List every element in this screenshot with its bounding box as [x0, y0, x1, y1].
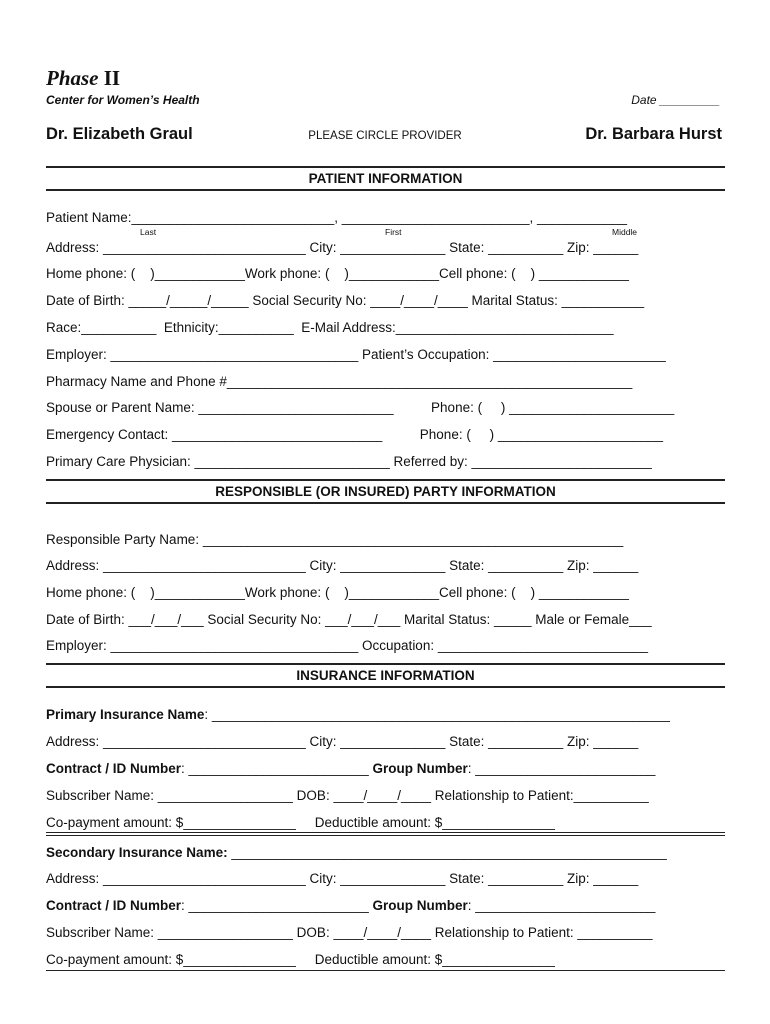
rule	[46, 189, 725, 191]
section-title-insurance: INSURANCE INFORMATION	[296, 668, 475, 683]
rule	[46, 832, 725, 833]
spouse-field[interactable]: Spouse or Parent Name: __________________________ Phone: ( ) ______________________	[46, 400, 675, 415]
group-blank: : ________________________	[467, 898, 656, 913]
date-field[interactable]: Date _________	[631, 93, 720, 107]
provider-graul[interactable]: Dr. Elizabeth Graul	[46, 125, 193, 143]
hint-last: Last	[140, 227, 157, 237]
group-label: Group Number	[372, 898, 468, 913]
patient-phones-field[interactable]: Home phone: ( )____________Work phone: ( )____________Cell phone: ( ) ____________	[46, 266, 629, 281]
patient-employer-field[interactable]: Employer: _________________________________ Patient’s Occupation: _______________________	[46, 347, 666, 362]
patient-race-field[interactable]: Race:__________ Ethnicity:__________ E-Mail Address:_____________________________	[46, 320, 614, 335]
logo-italic: Phase	[46, 66, 99, 90]
responsible-dob-field[interactable]: Date of Birth: ___/___/___ Social Security No: ___/___/___ Marital Status: _____ Male or Female___	[46, 612, 652, 627]
secondary-address-field[interactable]: Address: ___________________________ City: ______________ State: __________ Zip: ______	[46, 871, 639, 886]
patient-address-field[interactable]: Address: ___________________________ City: ______________ State: __________ Zip: ______	[46, 240, 639, 255]
pharmacy-field[interactable]: Pharmacy Name and Phone #______________________________________________________	[46, 374, 633, 389]
secondary-subscriber-field[interactable]: Subscriber Name: __________________ DOB: ____/____/____ Relationship to Patient: __________	[46, 925, 653, 940]
group-blank: : ________________________	[467, 761, 656, 776]
responsible-name-field[interactable]: Responsible Party Name: ________________________________________________________	[46, 532, 624, 547]
rule	[46, 479, 725, 481]
secondary-contract-group-field[interactable]	[46, 898, 725, 913]
pcp-field[interactable]: Primary Care Physician: __________________________ Referred by: ________________________	[46, 454, 652, 469]
secondary-insurance-label: Secondary Insurance Name:	[46, 845, 228, 860]
section-title-responsible: RESPONSIBLE (OR INSURED) PARTY INFORMATION	[215, 484, 556, 499]
contract-blank: : ________________________	[181, 898, 373, 913]
rule	[46, 663, 725, 665]
logo-roman: II	[103, 66, 121, 90]
patient-dob-field[interactable]: Date of Birth: _____/_____/_____ Social Security No: ____/____/____ Marital Status: ___________	[46, 293, 645, 308]
primary-insurance-blank: : _____________________________________________________________	[204, 707, 670, 722]
emergency-field[interactable]: Emergency Contact: ____________________________ Phone: ( ) ______________________	[46, 427, 663, 442]
contract-label: Contract / ID Number	[46, 898, 182, 913]
rule	[46, 835, 725, 836]
rule	[46, 166, 725, 168]
responsible-employer-field[interactable]: Employer: _________________________________ Occupation: ____________________________	[46, 638, 649, 653]
rule	[46, 970, 725, 971]
contract-group-field[interactable]	[46, 761, 725, 776]
primary-insurance-field[interactable]	[46, 707, 725, 722]
rule	[46, 686, 725, 688]
section-title-patient: PATIENT INFORMATION	[308, 171, 463, 186]
primary-insurance-label: Primary Insurance Name	[46, 707, 205, 722]
contract-blank: : ________________________	[181, 761, 373, 776]
provider-note: PLEASE CIRCLE PROVIDER	[308, 130, 462, 142]
rule	[46, 502, 725, 504]
subscriber-field[interactable]: Subscriber Name: __________________ DOB: ____/____/____ Relationship to Patient:__________	[46, 788, 649, 803]
hint-first: First	[385, 227, 402, 237]
copay-field[interactable]: Co-payment amount: $_______________ Deductible amount: $_______________	[46, 815, 555, 830]
secondary-copay-field[interactable]: Co-payment amount: $_______________ Deductible amount: $_______________	[46, 952, 555, 967]
secondary-insurance-field[interactable]	[46, 845, 725, 860]
provider-hurst[interactable]: Dr. Barbara Hurst	[585, 125, 722, 143]
clinic-subtitle: Center for Women’s Health	[46, 93, 200, 107]
secondary-insurance-blank: __________________________________________________________	[227, 845, 667, 860]
contract-label: Contract / ID Number	[46, 761, 182, 776]
responsible-address-field[interactable]: Address: ___________________________ City: ______________ State: __________ Zip: ______	[46, 558, 639, 573]
logo	[46, 66, 120, 91]
insurance-address-field[interactable]: Address: ___________________________ City: ______________ State: __________ Zip: ______	[46, 734, 639, 749]
group-label: Group Number	[372, 761, 468, 776]
patient-name-field[interactable]: Patient Name:___________________________, _________________________, ____________	[46, 210, 628, 225]
hint-middle: Middle	[612, 227, 638, 237]
responsible-phones-field[interactable]: Home phone: ( )____________Work phone: ( )____________Cell phone: ( ) ____________	[46, 585, 629, 600]
